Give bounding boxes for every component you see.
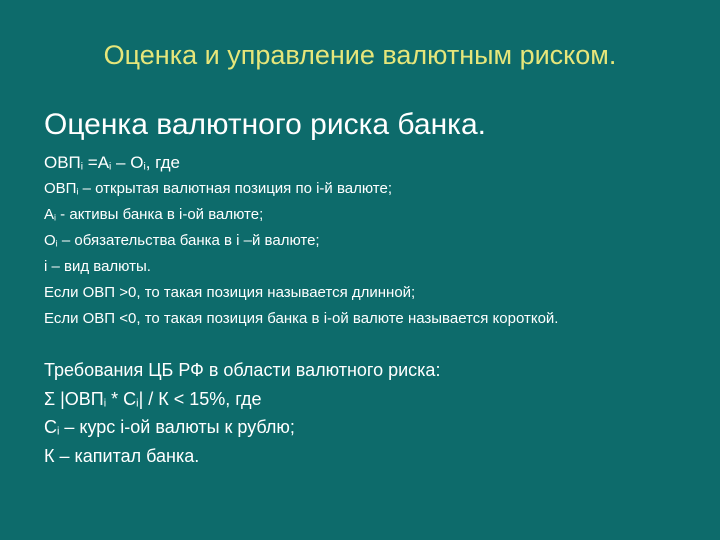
requirements-formula xyxy=(44,385,440,414)
formula-part: – О xyxy=(111,153,144,172)
formula-part: , где xyxy=(145,153,180,172)
formula-sub: i xyxy=(136,397,139,410)
definition-line xyxy=(44,176,558,202)
formula-part: * С xyxy=(106,388,137,409)
requirements-title: Требования ЦБ РФ в области валютного риска: xyxy=(44,360,441,380)
capital-line: К – капитал банка. xyxy=(44,445,200,466)
definition-text: – открытая валютная позиция по i-й валюте; xyxy=(78,180,392,197)
formula-part: ОВП xyxy=(44,153,81,172)
position-formula xyxy=(44,150,558,176)
formula-part: =А xyxy=(83,153,110,172)
formula-sub: i xyxy=(103,397,107,410)
definition-term: А xyxy=(44,206,55,223)
definition-sub: i xyxy=(76,186,79,197)
definition-line xyxy=(44,228,558,254)
definition-text: – курс i-ой валюты к рублю; xyxy=(59,417,295,437)
definition-term: ОВП xyxy=(44,180,77,197)
formula-sub: i xyxy=(109,161,112,173)
definition-sub: i xyxy=(57,425,60,438)
definition-text: - активы банка в i-ой валюте; xyxy=(56,206,264,223)
long-position-line: Если ОВП >0, то такая позиция называется длинной; xyxy=(44,284,416,301)
formula-part: Σ |ОВП xyxy=(44,388,104,409)
slide-subtitle: Оценка валютного риска банка. xyxy=(44,108,486,141)
slide-title: Оценка и управление валютным риском. xyxy=(103,40,617,70)
definition-sub: i xyxy=(54,212,57,223)
short-position-line: Если ОВП <0, то такая позиция банка в i-ой валюте называется короткой. xyxy=(44,310,559,327)
formula-part: | / К < 15%, где xyxy=(138,388,262,409)
currency-type-line: i – вид валюты. xyxy=(44,258,151,275)
definition-term: С xyxy=(44,417,57,437)
definition-line xyxy=(44,202,558,228)
definition-term: О xyxy=(44,232,56,249)
formula-sub: i xyxy=(143,161,146,173)
exchange-rate-line xyxy=(44,413,440,442)
requirements-block xyxy=(44,356,440,470)
definitions-block xyxy=(44,150,558,332)
definition-sub: i xyxy=(55,238,58,249)
definition-text: – обязательства банка в i –й валюте; xyxy=(57,232,320,249)
formula-sub: i xyxy=(80,161,84,173)
